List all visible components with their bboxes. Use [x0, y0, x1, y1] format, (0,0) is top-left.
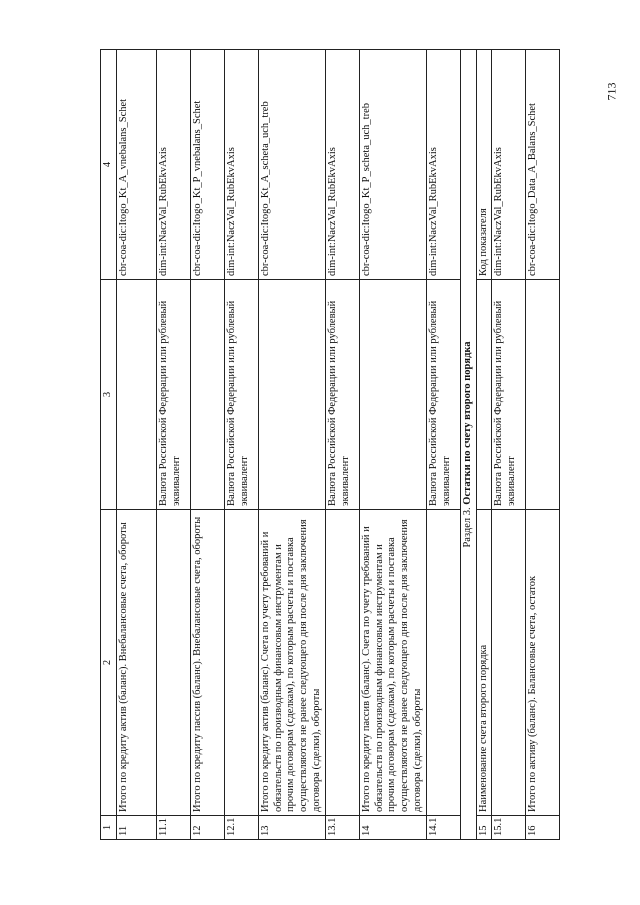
table-row: [258, 50, 325, 840]
domain-cell: Валюта Российской Федерации или рублевый эквивалент: [156, 280, 190, 510]
indicator-name: Итого по кредиту пассив (баланс). Счета по учету требований и обязательств по производным финансовым инструментам и прочим договорам (сделкам), по которым расчеты и поставка осуществляются не ранее следующего дня после дня заключения договора (сделки), обороты: [359, 510, 426, 816]
header-cell: 2: [101, 510, 117, 816]
row-number: 15.1: [492, 816, 526, 840]
indicator-table: [100, 49, 560, 840]
header-cell: 3: [101, 280, 117, 510]
domain-cell: Валюта Российской Федерации или рублевый эквивалент: [325, 280, 359, 510]
domain-cell: [476, 280, 492, 510]
rotated-table-container: [100, 50, 570, 840]
section-number: Раздел 3.: [461, 507, 473, 548]
indicator-name: Итого по активу (баланс). Балансовые счета, остаток: [526, 510, 560, 816]
section-title: Остатки по счету второго порядка: [461, 341, 473, 505]
code-cell: cbr-coa-dic:Itogo_Kt_P_scheta_uch_treb: [359, 50, 426, 280]
row-number: 11.1: [156, 816, 190, 840]
indicator-name: [224, 510, 258, 816]
header-cell: 1: [101, 816, 117, 840]
row-number: 12.1: [224, 816, 258, 840]
header-row: [101, 50, 117, 840]
domain-cell: [359, 280, 426, 510]
header-cell: 4: [101, 50, 117, 280]
indicator-name: Итого по кредиту пассив (баланс). Внебалансовые счета, обороты: [190, 510, 224, 816]
row-number: 13.1: [325, 816, 359, 840]
page-number: 713: [604, 82, 619, 101]
section-heading: [460, 50, 476, 840]
code-cell: dim-int:NaczVal_RubEkvAxis: [426, 50, 460, 280]
row-number: 14: [359, 816, 426, 840]
table-row: [526, 50, 560, 840]
domain-cell: [526, 280, 560, 510]
domain-cell: [190, 280, 224, 510]
domain-cell: Валюта Российской Федерации или рублевый эквивалент: [492, 280, 526, 510]
indicator-name: [325, 510, 359, 816]
domain-cell: [258, 280, 325, 510]
code-cell: Код показателя: [476, 50, 492, 280]
code-cell: dim-int:NaczVal_RubEkvAxis: [224, 50, 258, 280]
code-cell: cbr-coa-dic:Itogo_Kt_A_vnebalans_Schet: [116, 50, 156, 280]
code-cell: cbr-coa-dic:Itogo_Kt_A_scheta_uch_treb: [258, 50, 325, 280]
table-row: [116, 50, 156, 840]
table-row: [492, 50, 526, 840]
domain-cell: Валюта Российской Федерации или рублевый эквивалент: [224, 280, 258, 510]
table-row: [156, 50, 190, 840]
row-number: 13: [258, 816, 325, 840]
code-cell: dim-int:NaczVal_RubEkvAxis: [325, 50, 359, 280]
section-row: [460, 50, 476, 840]
table-row: [224, 50, 258, 840]
domain-cell: [116, 280, 156, 510]
table-row: [325, 50, 359, 840]
indicator-name: [156, 510, 190, 816]
row-number: 11: [116, 816, 156, 840]
indicator-name: Итого по кредиту актив (баланс). Счета по учету требований и обязательств по производным финансовым инструментам и прочим договорам (сделкам), по которым расчеты и поставка осуществляются не ранее следующего дня после дня заключения договора (сделки), обороты: [258, 510, 325, 816]
row-number: 14.1: [426, 816, 460, 840]
code-cell: cbr-coa-dic:Itogo_Data_A_Balans_Schet: [526, 50, 560, 280]
row-number: 15: [476, 816, 492, 840]
domain-cell: Валюта Российской Федерации или рублевый эквивалент: [426, 280, 460, 510]
table-row: [426, 50, 460, 840]
code-cell: dim-int:NaczVal_RubEkvAxis: [492, 50, 526, 280]
indicator-name: Наименование счета второго порядка: [476, 510, 492, 816]
indicator-name: Итого по кредиту актив (баланс). Внебалансовые счета, обороты: [116, 510, 156, 816]
table-row: [476, 50, 492, 840]
row-number: 12: [190, 816, 224, 840]
table-row: [359, 50, 426, 840]
indicator-name: [426, 510, 460, 816]
table-row: [190, 50, 224, 840]
code-cell: cbr-coa-dic:Itogo_Kt_P_vnebalans_Schet: [190, 50, 224, 280]
code-cell: dim-int:NaczVal_RubEkvAxis: [156, 50, 190, 280]
indicator-name: [492, 510, 526, 816]
row-number: 16: [526, 816, 560, 840]
